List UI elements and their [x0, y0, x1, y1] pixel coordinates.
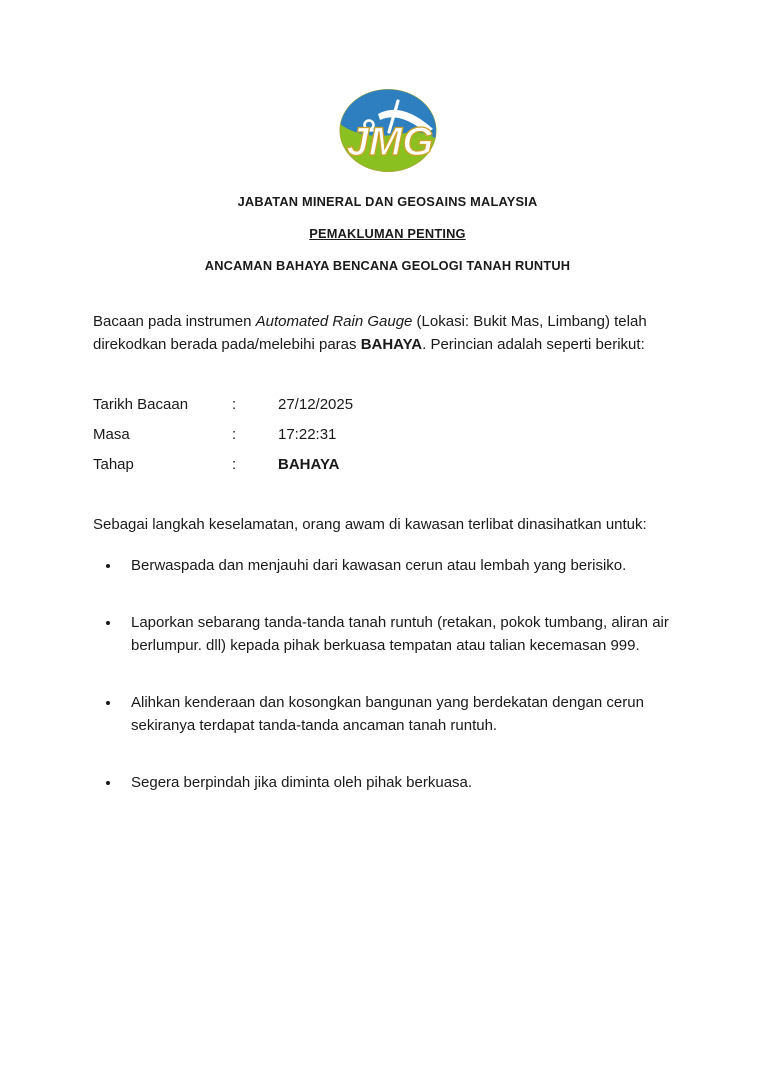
detail-separator: :: [232, 426, 237, 443]
subject-heading: ANCAMAN BAHAYA BENCANA GEOLOGI TANAH RUNTUH: [204, 258, 571, 273]
intro-text-post: . Perincian adalah seperti berikut:: [422, 336, 645, 353]
advisory-list: [93, 554, 683, 794]
reading-details-table: [93, 393, 683, 483]
list-item-advisory-2: • Laporkan sebarang tanda-tanda tanah runtuh (retakan, pokok tumbang, aliran air berlumpur. dll) kepada pihak berkuasa tempatan atau talian kecemasan 999.: [121, 611, 683, 657]
intro-paragraph: [93, 310, 683, 356]
detail-separator: :: [232, 456, 237, 473]
notice-title-heading: PEMAKLUMAN PENTING: [309, 226, 466, 241]
table-row-tarikh: [93, 393, 683, 423]
logo-acronym-text: JMG: [346, 120, 433, 164]
detail-label: Masa: [93, 426, 130, 443]
table-row-tahap: [93, 453, 683, 483]
list-item-advisory-1: • Berwaspada dan menjauhi dari kawasan cerun atau lembah yang berisiko.: [121, 554, 683, 577]
reading-time-value: 17:22:31: [278, 426, 337, 443]
org-name-heading: JABATAN MINERAL DAN GEOSAINS MALAYSIA: [237, 194, 538, 209]
list-item-advisory-4: • Segera berpindah jika diminta oleh pihak berkuasa.: [121, 771, 683, 794]
hazard-level-value: BAHAYA: [278, 456, 340, 473]
logo-container: [0, 0, 775, 178]
document-body: [93, 310, 683, 794]
list-item-advisory-3: • Alihkan kenderaan dan kosongkan bangunan yang berdekatan dengan cerun sekiranya terdapat tanda-tanda ancaman tanah runtuh.: [121, 691, 683, 737]
detail-label: Tarikh Bacaan: [93, 396, 189, 413]
detail-separator: :: [232, 396, 237, 413]
intro-text-mid: (Lokasi: Bukit Mas, Limbang) telah direkodkan berada pada/melebihi paras: [93, 313, 647, 353]
table-row-masa: [93, 423, 683, 453]
hazard-level-inline: BAHAYA: [360, 336, 423, 353]
jmg-logo: [338, 88, 438, 173]
reading-date-value: 27/12/2025: [278, 396, 354, 413]
advisory-intro-text: Sebagai langkah keselamatan, orang awam di kawasan terlibat dinasihatkan untuk:: [93, 516, 647, 533]
intro-text-pre: Bacaan pada instrumen: [93, 313, 256, 330]
instrument-name: Automated Rain Gauge: [255, 313, 413, 330]
detail-label: Tahap: [93, 456, 134, 473]
